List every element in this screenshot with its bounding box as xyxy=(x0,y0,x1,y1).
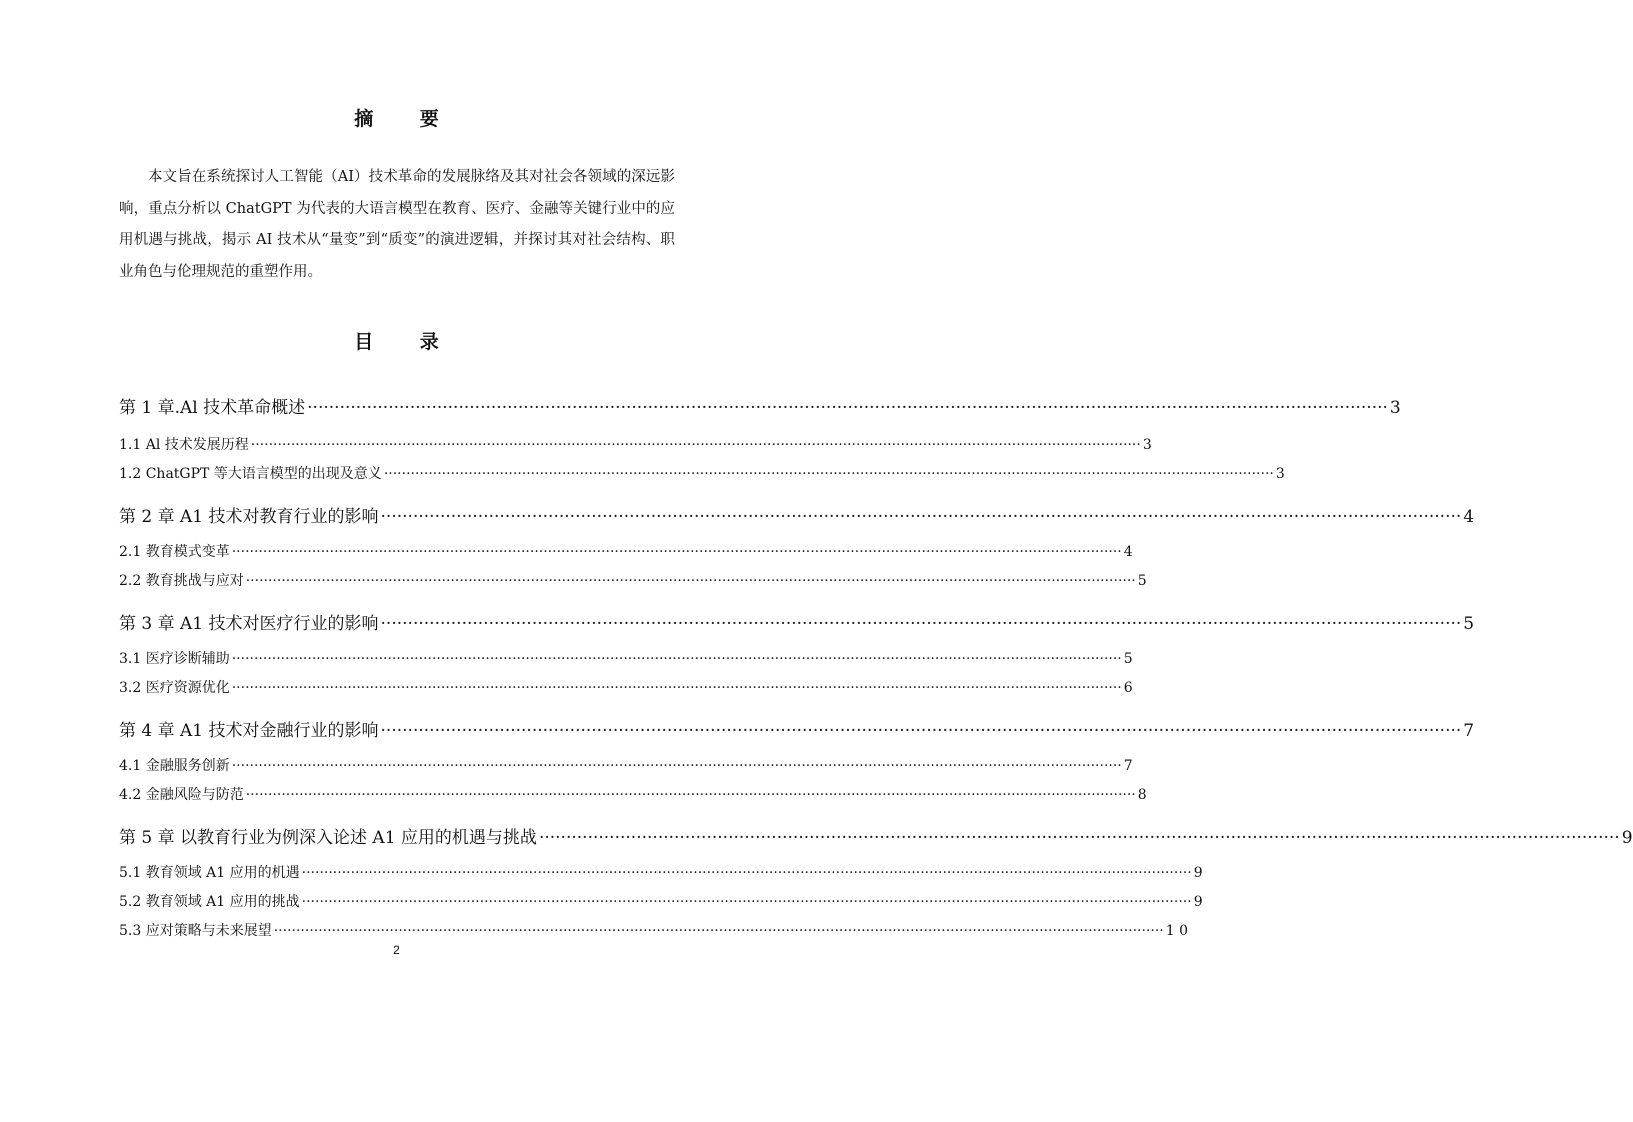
toc-leader-dots: ········································································································································································································ xyxy=(231,544,1122,560)
toc-section-entry xyxy=(119,677,1133,697)
toc-entry-page: 7 xyxy=(1123,758,1133,774)
toc-entry-title: 第 1 章.Al 技术革命概述 xyxy=(119,398,306,418)
toc-entry-page: 4 xyxy=(1123,544,1133,560)
toc-entry-page: 5 xyxy=(1463,614,1475,634)
toc-entry-title: 5.1 教育领域 A1 应用的机遇 xyxy=(119,865,300,881)
toc-entry-title: 2.1 教育模式变革 xyxy=(119,544,230,560)
toc-entry-page: 8 xyxy=(1137,787,1147,803)
toc-entry-title: 2.2 教育挑战与应对 xyxy=(119,573,244,589)
toc-entry-page: 9 xyxy=(1193,894,1203,910)
toc-section-entry xyxy=(119,755,1133,775)
toc-entry-title: 第 3 章 A1 技术对医疗行业的影响 xyxy=(119,614,379,634)
toc-section-entry xyxy=(119,891,1203,911)
toc-entry-page: 7 xyxy=(1463,721,1475,741)
toc-entry-page: 4 xyxy=(1463,507,1475,527)
toc-leader-dots: ········································································································································································································ xyxy=(538,828,1620,848)
toc-entry-title: 第 4 章 A1 技术对金融行业的影响 xyxy=(119,721,379,741)
toc-entry-title: 4.2 金融风险与防范 xyxy=(119,787,244,803)
toc-entry-page: 9 xyxy=(1621,828,1633,848)
toc-section-entry xyxy=(119,648,1133,668)
toc-leader-dots: ········································································································································································································ xyxy=(307,398,1388,418)
toc-entry-page: 5 xyxy=(1137,573,1147,589)
toc-chapter-entry xyxy=(119,716,1475,741)
toc-leader-dots: ········································································································································································································ xyxy=(301,894,1192,910)
toc-entry-title: 第 2 章 A1 技术对教育行业的影响 xyxy=(119,507,379,527)
toc-leader-dots: ········································································································································································································ xyxy=(380,614,1462,634)
abstract-title: 摘 要 xyxy=(354,108,459,130)
toc-chapter-entry xyxy=(119,393,1401,418)
toc-leader-dots: ········································································································································································································ xyxy=(231,651,1122,667)
toc-entry-title: 3.1 医疗诊断辅助 xyxy=(119,651,230,667)
toc-section-entry xyxy=(119,434,1152,454)
toc-section-entry xyxy=(119,570,1147,590)
toc-entry-title: 5.3 应对策略与未来展望 xyxy=(119,923,272,939)
toc-leader-dots: ········································································································································································································ xyxy=(231,680,1122,696)
toc-entry-title: 4.1 金融服务创新 xyxy=(119,758,230,774)
toc-section-entry xyxy=(119,541,1133,561)
toc-leader-dots: ········································································································································································································ xyxy=(383,466,1274,482)
toc-chapter-entry xyxy=(119,823,1633,848)
toc-entry-title: 1.1 Al 技术发展历程 xyxy=(119,437,249,453)
toc-leader-dots: ········································································································································································································ xyxy=(245,787,1136,803)
toc-entry-title: 3.2 医疗资源优化 xyxy=(119,680,230,696)
toc-entry-title: 5.2 教育领域 A1 应用的挑战 xyxy=(119,894,300,910)
toc-entry-page: 3 xyxy=(1389,398,1401,418)
page-number: 2 xyxy=(393,943,400,957)
toc-leader-dots: ········································································································································································································ xyxy=(380,721,1462,741)
toc-chapter-entry xyxy=(119,609,1475,634)
toc-leader-dots: ········································································································································································································ xyxy=(380,507,1462,527)
toc-entry-page: 9 xyxy=(1193,865,1203,881)
toc-section-entry xyxy=(119,784,1147,804)
toc-entry-title: 1.2 ChatGPT 等大语言模型的出现及意义 xyxy=(119,466,382,482)
toc-chapter-entry xyxy=(119,502,1475,527)
toc-title: 目 录 xyxy=(354,331,459,353)
toc-section-entry xyxy=(119,920,1189,940)
toc-entry-title: 第 5 章 以教育行业为例深入论述 A1 应用的机遇与挑战 xyxy=(119,828,537,848)
toc-leader-dots: ········································································································································································································ xyxy=(250,437,1141,453)
toc-entry-page: 5 xyxy=(1123,651,1133,667)
abstract-body: 本文旨在系统探讨人工智能（AI）技术革命的发展脉络及其对社会各领域的深远影响，重点分析以 ChatGPT 为代表的大语言模型在教育、医疗、金融等关键行业中的应用机遇与挑战，揭示 AI 技术从“量变”到“质变”的演进逻辑，并探讨其对社会结构、职业角色与伦理规范的重塑作用。 xyxy=(119,169,675,280)
toc-entry-page: 3 xyxy=(1142,437,1152,453)
toc-leader-dots: ········································································································································································································ xyxy=(231,758,1122,774)
toc-leader-dots: ········································································································································································································ xyxy=(273,923,1164,939)
toc-entry-page: 6 xyxy=(1123,680,1133,696)
toc-leader-dots: ········································································································································································································ xyxy=(301,865,1192,881)
toc-leader-dots: ········································································································································································································ xyxy=(245,573,1136,589)
toc-entry-page: 1 0 xyxy=(1165,923,1189,939)
toc-section-entry xyxy=(119,862,1203,882)
toc-entry-page: 3 xyxy=(1275,466,1285,482)
toc-section-entry xyxy=(119,463,1285,483)
